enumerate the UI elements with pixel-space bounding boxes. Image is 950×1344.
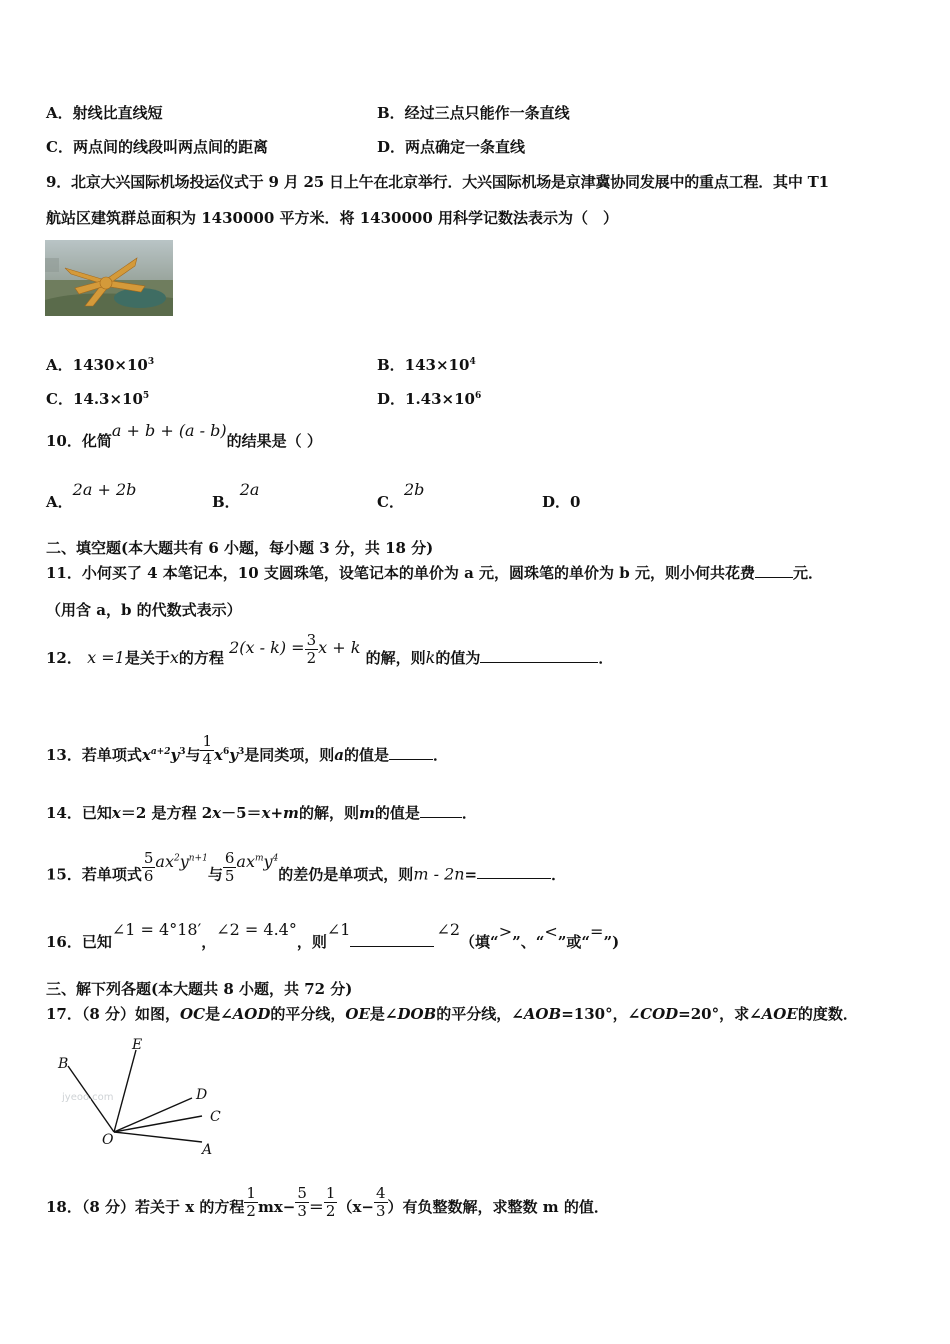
q14-answer-blank[interactable]	[420, 803, 462, 818]
q9-option-d-exp: 6	[474, 391, 482, 401]
q15-fraction-1-den: 6	[143, 866, 154, 885]
q18-fraction-1-den: 2	[246, 1201, 256, 1220]
q13-text-4: 的值是	[343, 746, 389, 764]
q15-stem	[46, 836, 566, 886]
q18-fraction-1	[244, 1185, 258, 1220]
q9-stem-line2: 航站区建筑群总面积为 1430000 平方米．将 1430000 用科学记数法表示为（ ）	[46, 209, 619, 227]
q18-text-3: （x−	[337, 1198, 374, 1216]
q15-fraction-2-den: 5	[224, 866, 235, 885]
q17-oe: OE	[345, 1005, 370, 1023]
q12-end: ．	[598, 649, 614, 667]
q12-x: x	[169, 648, 179, 667]
q10-suffix: 的结果是（ ）	[226, 432, 322, 450]
q16-text-2: ，则	[296, 933, 327, 951]
q13-end: ．	[432, 746, 448, 764]
q10-option-d: D．0	[542, 493, 581, 511]
q13-mono1-y: y	[170, 746, 180, 764]
q17-aoe: AOE	[761, 1005, 798, 1023]
q16-text-4: ”、“	[512, 933, 545, 951]
q13-mono2-x-exp: 6	[222, 747, 230, 757]
q18-fraction-4-den: 3	[375, 1201, 386, 1220]
q8-option-b: B．经过三点只能作一条直线	[377, 104, 570, 122]
q15-mono1-y-exp: n+1	[188, 854, 208, 864]
q10-option-b	[212, 480, 260, 512]
section-3-heading: 三、解下列各题(本大题共 8 小题，共 72 分)	[46, 980, 353, 998]
q8-option-d: D．两点确定一条直线	[377, 138, 526, 156]
q17-text-7: =20°，求∠	[678, 1005, 762, 1023]
q16-angle-2: ∠2 = 4.4°	[216, 920, 297, 939]
q12-fraction-den: 2	[306, 648, 317, 667]
q10-option-c-label: C．	[377, 493, 404, 511]
q9-option-c-text: C．14.3×10	[46, 390, 143, 408]
q15-mono1-y: y	[179, 852, 189, 872]
q15-mono2-x-exp: m	[254, 854, 264, 864]
q15-mono2-y-exp: 4	[272, 854, 279, 864]
q17-stem	[46, 1004, 858, 1024]
q8-option-c: C．两点间的线段叫两点间的距离	[46, 138, 268, 156]
q14-text-4: 的解，则	[298, 804, 359, 822]
q17-oc: OC	[180, 1005, 206, 1023]
q15-fraction-1-num: 5	[143, 848, 154, 867]
q10-option-a-label: A．	[46, 493, 73, 511]
q10-option-c-value: 2b	[403, 480, 425, 499]
q14-m: m	[358, 804, 375, 822]
q17-aod: AOD	[232, 1005, 271, 1023]
q12-fraction-num: 3	[306, 630, 317, 649]
q18-fraction-4-num: 4	[375, 1183, 386, 1202]
q16-angle-1-ref: ∠1	[326, 920, 351, 939]
q14-end: ．	[461, 804, 477, 822]
label-o: O	[102, 1132, 114, 1148]
q18-fraction-2-den: 3	[297, 1201, 307, 1220]
q14-stem	[46, 803, 477, 823]
q14-text-5: 的值是	[374, 804, 420, 822]
ray-oe	[114, 1050, 136, 1132]
q15-answer-blank[interactable]	[477, 864, 551, 879]
q15-text-1: 15．若单项式	[46, 865, 142, 884]
q12-text-2: 的方程	[178, 649, 224, 667]
q9-option-c	[46, 386, 149, 409]
q9-option-a-exp: 3	[147, 357, 155, 367]
q18-stem	[46, 1172, 609, 1220]
q17-text-3: 的平分线，	[270, 1005, 346, 1023]
q17-angle-diagram	[40, 1030, 240, 1160]
q12-fraction	[305, 632, 319, 667]
q15-mono1-x-exp: 2	[173, 854, 180, 864]
q9-option-a-text: A．1430×10	[46, 356, 148, 374]
q13-mono1-x-exp: a+2	[150, 747, 171, 757]
q16-text-6: ”)	[603, 933, 620, 951]
q17-text-2: 是∠	[205, 1005, 233, 1023]
q13-text-1: 13．若单项式	[46, 746, 142, 764]
ray-oa	[114, 1132, 202, 1142]
q15-mono2-y: y	[263, 852, 273, 872]
airport-photo-illustration	[45, 240, 173, 316]
q9-option-a	[46, 352, 154, 375]
q10-stem	[46, 421, 322, 451]
q15-mono2-ax: ax	[236, 852, 255, 872]
q9-option-c-exp: 5	[142, 391, 150, 401]
q10-expression: a + b + (a - b)	[111, 421, 227, 440]
q12-text-1: 是关于	[124, 649, 170, 667]
q13-fraction-num: 1	[202, 731, 213, 750]
q13-stem	[46, 718, 448, 766]
q16-less-than: <	[544, 922, 558, 941]
q13-a: a	[334, 746, 344, 764]
q12-equation-right: x + k	[318, 638, 361, 657]
q17-text-4: 是∠	[369, 1005, 398, 1023]
q18-fraction-4	[374, 1185, 388, 1220]
q11-answer-blank[interactable]	[755, 563, 793, 578]
q14-x-plus-m: x+m	[261, 804, 299, 822]
section-2-heading: 二、填空题(本大题共有 6 小题，每小题 3 分，共 18 分)	[46, 539, 434, 557]
q15-fraction-2	[223, 850, 237, 885]
q15-fraction-2-num: 6	[224, 848, 235, 867]
q13-mono2-y: y	[229, 746, 238, 764]
q15-mono1-ax: ax	[155, 852, 174, 872]
q10-option-c	[377, 480, 425, 512]
ray-od	[114, 1098, 192, 1132]
q15-fraction-1	[142, 850, 156, 885]
q14-text-2: ＝2 是方程 2	[120, 804, 213, 822]
q13-answer-blank[interactable]	[389, 745, 433, 760]
q15-text-3: 的差仍是单项式，则	[278, 865, 414, 884]
q13-text-2: 与	[185, 746, 201, 764]
q17-text-8: 的度数．	[797, 1005, 858, 1023]
label-c: C	[210, 1109, 221, 1125]
q18-text-2: mx−	[257, 1198, 296, 1216]
q13-text-3: 是同类项，则	[244, 746, 335, 764]
q9-option-d-text: D．1.43×10	[377, 390, 475, 408]
q14-text-3: －5＝	[221, 804, 262, 822]
q18-text-4: ）有负整数解，求整数 m 的值．	[387, 1198, 609, 1216]
q12-stem	[46, 630, 614, 680]
airport-photo	[45, 240, 173, 316]
q10-option-a	[46, 480, 137, 512]
q9-option-b-text: B．143×10	[377, 356, 470, 374]
q18-fraction-2	[295, 1185, 309, 1220]
q10-prefix: 10．化简	[46, 432, 112, 450]
q14-x2: x	[212, 804, 222, 822]
q9-option-b-exp: 4	[469, 357, 476, 367]
q14-x: x	[111, 804, 121, 822]
q16-angle-2-ref: ∠2	[436, 920, 461, 939]
q18-text-1: 18．（8 分）若关于 x 的方程	[46, 1198, 245, 1216]
q13-mono1-y-exp: 3	[179, 747, 186, 757]
q9-option-b	[377, 352, 476, 375]
q14-text-1: 14．已知	[46, 804, 112, 822]
q18-fraction-3-den: 2	[325, 1201, 336, 1220]
q15-expression: m - 2n	[413, 864, 465, 884]
q16-greater-than: >	[498, 922, 513, 941]
q18-fraction-3	[324, 1185, 338, 1220]
q15-text-2: 与	[207, 865, 223, 884]
q11-stem-line1	[46, 563, 823, 583]
q12-text-3: 的解，则	[365, 649, 426, 667]
q16-equals: =	[590, 922, 604, 941]
label-d: D	[196, 1087, 208, 1103]
q16-text-1: 16．已知	[46, 933, 112, 951]
ray-oc	[114, 1116, 202, 1132]
q12-number: 12．	[46, 649, 82, 667]
q18-fraction-3-num: 1	[325, 1183, 336, 1202]
q10-option-b-value: 2a	[239, 480, 260, 499]
watermark: jyeoo.com	[62, 1092, 114, 1103]
q16-answer-blank[interactable]	[350, 932, 434, 947]
q12-k: k	[425, 648, 436, 667]
q13-fraction-den: 4	[202, 749, 213, 768]
label-e: E	[132, 1037, 143, 1053]
q17-dob: DOB	[397, 1005, 437, 1023]
q13-mono2-x: x	[214, 746, 223, 764]
q17-text-6: =130°，∠	[561, 1005, 641, 1023]
q12-equation-left: 2(x - k) =	[229, 638, 305, 657]
q9-option-d	[377, 386, 481, 409]
q15-end: ．	[551, 865, 567, 884]
q18-fraction-2-num: 5	[297, 1183, 307, 1202]
q13-mono1-x: x	[141, 746, 151, 764]
q13-mono2-y-exp: 3	[237, 747, 245, 757]
q18-equals: ＝	[308, 1198, 324, 1216]
q12-text-4: 的值为	[435, 649, 481, 667]
q9-stem-line1: 9．北京大兴国际机场投运仪式于 9 月 25 日上午在北京举行．大兴国际机场是京津冀协同发展中的重点工程．其中 T1	[46, 173, 829, 191]
q11-stem-line2: （用含 a，b 的代数式表示）	[46, 601, 242, 619]
q16-stem	[46, 916, 619, 952]
q17-aob: AOB	[523, 1005, 562, 1023]
q10-option-a-value: 2a + 2b	[72, 480, 137, 499]
label-a: A	[202, 1142, 213, 1158]
q8-option-a: A．射线比直线短	[46, 104, 163, 122]
q12-answer-blank[interactable]	[480, 648, 598, 663]
q13-fraction	[200, 733, 214, 768]
q17-cod: COD	[640, 1005, 679, 1023]
q17-text-1: 17．（8 分）如图，	[46, 1005, 181, 1023]
q17-text-5: 的平分线，∠	[436, 1005, 524, 1023]
q12-x-equals-1: x =1	[87, 648, 125, 667]
q16-angle-1: ∠1 = 4°18′	[111, 920, 202, 939]
q18-fraction-1-num: 1	[246, 1183, 256, 1202]
q16-text-5: ”或“	[557, 933, 591, 951]
q15-equals: =	[464, 865, 478, 884]
q16-text-3: （填“	[460, 933, 499, 951]
q10-option-b-label: B．	[212, 493, 240, 511]
label-b: B	[58, 1056, 69, 1072]
q11-text: 11．小何买了 4 本笔记本，10 支圆珠笔，设笔记本的单价为 a 元，圆珠笔的单价为 b 元，则小何共花费	[46, 564, 755, 582]
q11-unit: 元．	[792, 564, 823, 582]
q16-comma: ，	[201, 933, 217, 951]
